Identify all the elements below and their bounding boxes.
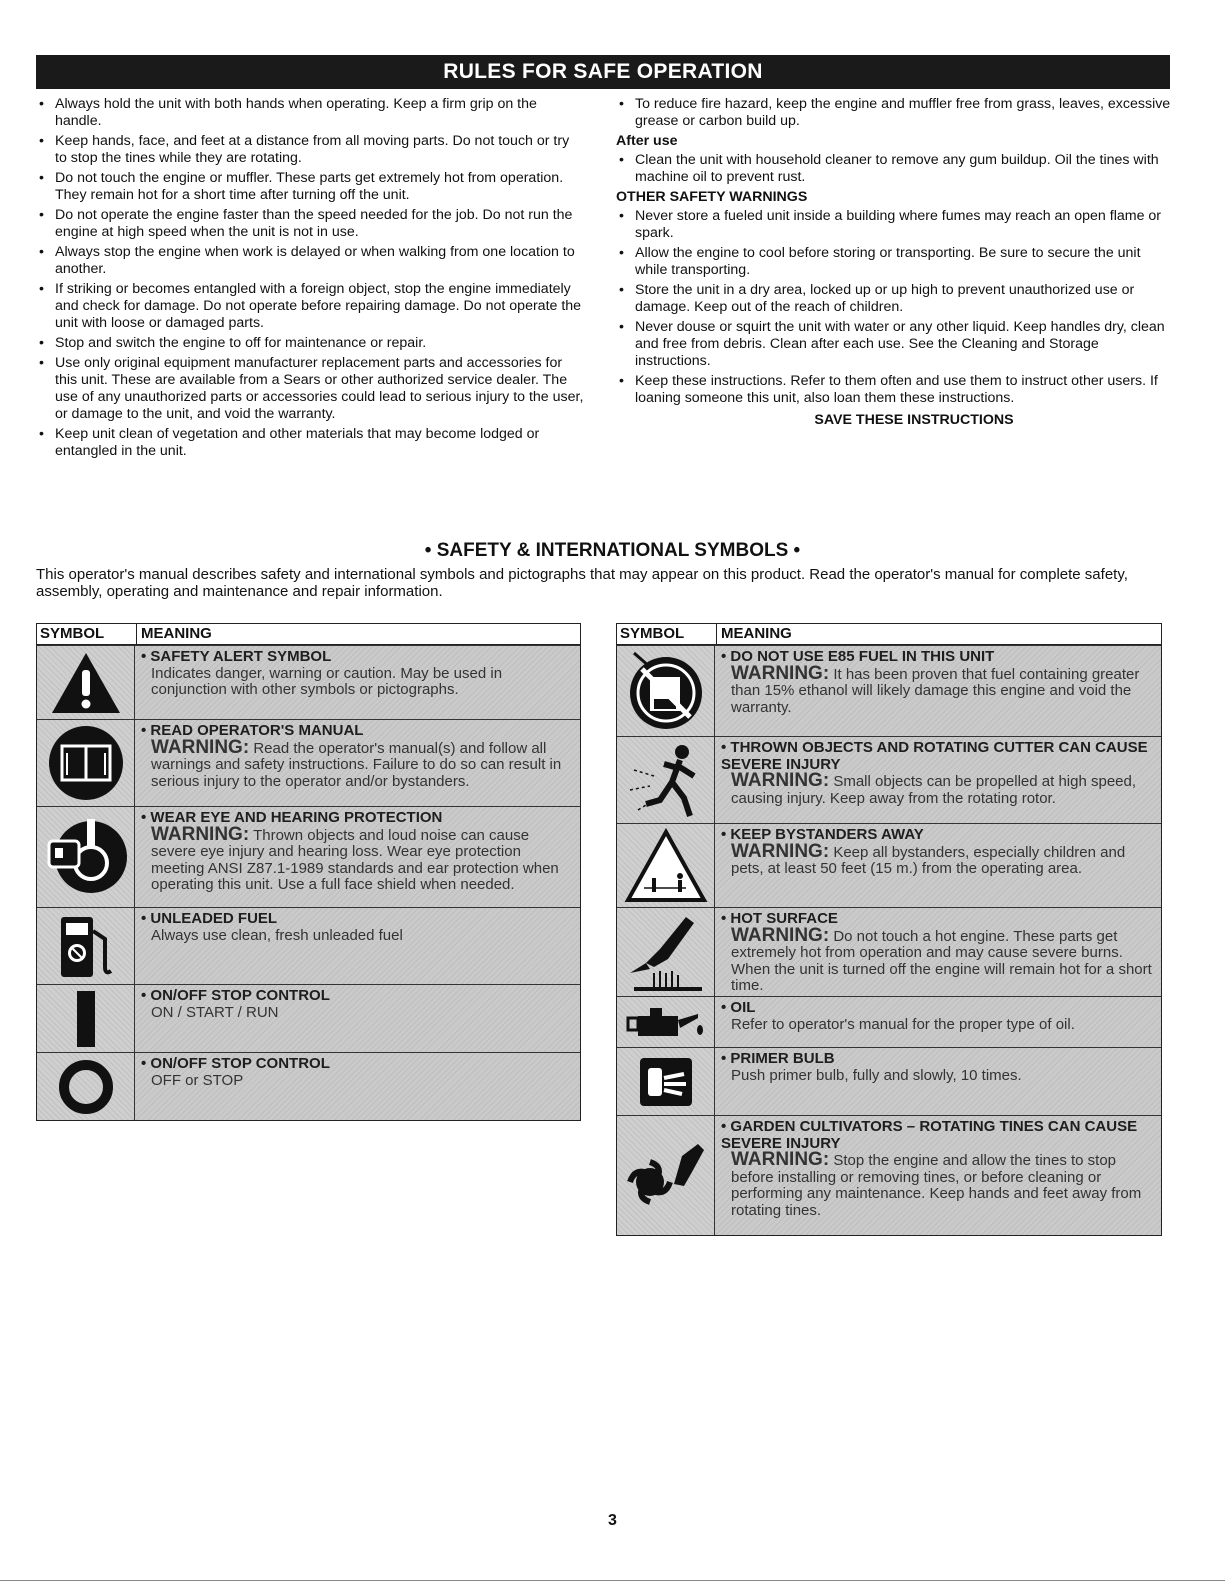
symbol-text: Stop the engine and allow the tines to stop before installing or removing tines, or before cleaning or performing any maintenance. Keep hands and feet away from rotating tines.	[731, 1152, 1142, 1219]
symbol-meaning	[715, 908, 1161, 996]
symbol-text: ON / START / RUN	[151, 1003, 279, 1021]
symbol-row	[617, 1115, 1161, 1235]
hot-surface-icon	[617, 908, 715, 996]
symbol-description	[141, 1073, 574, 1090]
symbol-meaning	[135, 720, 580, 806]
symbol-meaning	[715, 737, 1161, 823]
list-item: • To reduce fire hazard, keep the engine and muffler free from grass, leaves, excessive grease or carbon build up.	[616, 96, 1172, 130]
symbol-header: SYMBOL	[37, 624, 137, 644]
symbol-text: Indicates danger, warning or caution. May be used in conjunction with other symbols or pictographs.	[151, 664, 503, 698]
symbol-text: OFF or STOP	[151, 1071, 244, 1089]
list-item: • Do not operate the engine faster than the speed needed for the job. Do not run the engine at high speed when the unit is not in use.	[36, 207, 584, 241]
bystanders-away-icon	[617, 824, 715, 907]
symbol-title: • OIL	[721, 1000, 1155, 1017]
list-item: • Always stop the engine when work is delayed or when walking from one location to another.	[36, 244, 584, 278]
table-header	[617, 624, 1161, 645]
off-switch-icon	[37, 1053, 135, 1120]
symbol-title: • HOT SURFACE	[721, 911, 1155, 928]
symbol-text: Read the operator's manual(s) and follow all warnings and safety instructions. Failure to do so can result in serious injury to the operator and/or bystanders.	[151, 739, 562, 790]
other-warnings-heading: OTHER SAFETY WARNINGS	[616, 189, 808, 205]
symbol-meaning	[715, 1116, 1161, 1235]
symbol-row	[617, 996, 1161, 1047]
symbol-description	[721, 1017, 1155, 1034]
symbol-meaning	[135, 807, 580, 907]
rules-right-column	[616, 96, 1172, 429]
symbol-title: • THROWN OBJECTS AND ROTATING CUTTER CAN CAUSE SEVERE INJURY	[721, 740, 1155, 773]
list-item: • Store the unit in a dry area, locked up or up high to prevent unauthorized use or damage. Keep out of the reach of children.	[616, 282, 1172, 316]
symbol-text: Do not touch a hot engine. These parts get extremely hot from operation and may cause severe burns. When the unit is turned off the engine will remain hot for a short time.	[731, 927, 1152, 994]
symbol-description	[721, 662, 1155, 717]
symbol-description	[141, 736, 574, 791]
alert-triangle-icon	[37, 646, 135, 719]
warning-label: WARNING:	[731, 770, 830, 791]
oil-can-icon	[617, 997, 715, 1047]
list-item: • Do not touch the engine or muffler. These parts get extremely hot from operation. They remain hot for a short time after turning off the unit.	[36, 170, 584, 204]
symbol-text: Thrown objects and loud noise can cause severe eye injury and hearing loss. Wear eye protection meeting ANSI Z87.1-1989 standards and ear protection when operating this unit. Use a full face shield when needed.	[151, 826, 559, 893]
warning-label: WARNING:	[731, 662, 830, 684]
symbol-description	[141, 928, 574, 945]
symbol-description	[141, 1005, 574, 1022]
symbol-row	[37, 984, 580, 1052]
symbol-text: Push primer bulb, fully and slowly, 10 times.	[731, 1066, 1022, 1084]
symbol-title: • ON/OFF STOP CONTROL	[141, 988, 574, 1005]
page-number: 3	[608, 1512, 617, 1529]
list-item: • Clean the unit with household cleaner to remove any gum buildup. Oil the tines with machine oil to prevent rust.	[616, 152, 1172, 186]
list-item: • Use only original equipment manufacturer replacement parts and accessories for this unit. These are available from a Sears or other authorized service dealer. The use of any unauthorized parts or accessories could lead to serious injury to the user, or damage to the unit, and void the warranty.	[36, 355, 584, 423]
symbol-meaning	[135, 646, 580, 719]
meaning-header: MEANING	[721, 625, 792, 642]
symbol-description	[721, 1068, 1155, 1085]
symbol-meaning	[135, 985, 580, 1052]
symbol-row	[37, 719, 580, 806]
list-item: • If striking or becomes entangled with a foreign object, stop the engine immediately and check for damage. Do not operate before repairing damage. Do not operate the unit with loose or damaged parts.	[36, 281, 584, 332]
symbol-description	[721, 770, 1155, 807]
list-item: • Allow the engine to cool before storing or transporting. Be sure to secure the unit while transporting.	[616, 245, 1172, 279]
symbol-text: Refer to operator's manual for the proper type of oil.	[731, 1015, 1075, 1033]
symbol-meaning	[715, 824, 1161, 907]
rules-list-left	[36, 96, 584, 460]
warning-label: WARNING:	[731, 840, 830, 862]
symbol-title: • KEEP BYSTANDERS AWAY	[721, 827, 1155, 844]
no-e85-fuel-icon	[617, 646, 715, 736]
section-banner: RULES FOR SAFE OPERATION	[36, 55, 1170, 89]
meaning-header: MEANING	[141, 625, 212, 642]
table-header	[37, 624, 580, 645]
symbol-row	[617, 645, 1161, 736]
symbol-row	[617, 907, 1161, 996]
thrown-objects-icon	[617, 737, 715, 823]
list-item: • Keep hands, face, and feet at a distance from all moving parts. Do not touch or try to stop the tines while they are rotating.	[36, 133, 584, 167]
symbol-text: Small objects can be propelled at high speed, causing injury. Keep away from the rotating rotor.	[731, 773, 1137, 807]
primer-bulb-icon	[617, 1048, 715, 1115]
symbol-row	[37, 907, 580, 984]
symbol-description	[721, 840, 1155, 878]
symbol-row	[617, 736, 1161, 823]
symbol-row	[37, 1052, 580, 1120]
symbol-meaning	[135, 1053, 580, 1120]
list-item: • Always hold the unit with both hands when operating. Keep a firm grip on the handle.	[36, 96, 584, 130]
symbol-title: • UNLEADED FUEL	[141, 911, 574, 928]
list-item: • Never douse or squirt the unit with water or any other liquid. Keep handles dry, clean and free from debris. Clean after each use. See the Cleaning and Storage instructions.	[616, 319, 1172, 370]
symbol-title: • WEAR EYE AND HEARING PROTECTION	[141, 810, 574, 827]
symbol-row	[617, 1047, 1161, 1115]
symbols-intro: This operator's manual describes safety and international symbols and pictographs that may appear on this product. Read the operator's manual for complete safety, assembly, operating and maintenance and repair information.	[36, 566, 1128, 600]
symbol-title: • GARDEN CULTIVATORS – ROTATING TINES CAN CAUSE SEVERE INJURY	[721, 1119, 1155, 1152]
rules-left-column	[36, 96, 584, 463]
list-item: • Keep these instructions. Refer to them often and use them to instruct other users. If loaning someone this unit, also loan them these instructions.	[616, 373, 1172, 407]
symbol-text: It has been proven that fuel containing greater than 15% ethanol will likely damage this engine and void the warranty.	[731, 665, 1140, 716]
warning-label: WARNING:	[151, 736, 250, 758]
other-warnings-list	[616, 208, 1172, 407]
symbols-table-left	[36, 623, 581, 1121]
list-item: • Never store a fueled unit inside a building where fumes may reach an open flame or spark.	[616, 208, 1172, 242]
warning-label: WARNING:	[731, 1149, 830, 1170]
eye-ear-protection-icon	[37, 807, 135, 907]
after-use-heading: After use	[616, 133, 678, 149]
symbol-description	[721, 924, 1155, 995]
symbol-title: • SAFETY ALERT SYMBOL	[141, 649, 574, 666]
fuel-pump-icon	[37, 908, 135, 984]
symbol-meaning	[715, 1048, 1161, 1115]
symbol-text: Keep all bystanders, especially children and pets, at least 50 feet (15 m.) from the operating area.	[731, 843, 1126, 877]
symbol-header: SYMBOL	[617, 624, 717, 644]
symbol-description	[721, 1149, 1155, 1219]
symbol-text: Always use clean, fresh unleaded fuel	[151, 926, 403, 944]
symbol-meaning	[135, 908, 580, 984]
symbol-description	[141, 823, 574, 894]
symbol-description	[141, 666, 574, 699]
symbol-title: • DO NOT USE E85 FUEL IN THIS UNIT	[721, 649, 1155, 666]
rules-list-right	[616, 96, 1172, 130]
symbol-meaning	[715, 646, 1161, 736]
after-use-list	[616, 152, 1172, 186]
symbol-row	[37, 645, 580, 719]
symbol-meaning	[715, 997, 1161, 1047]
save-instructions: SAVE THESE INSTRUCTIONS	[814, 412, 1014, 428]
warning-label: WARNING:	[151, 823, 250, 845]
symbol-title: • READ OPERATOR'S MANUAL	[141, 723, 574, 740]
symbol-row	[37, 806, 580, 907]
list-item: • Stop and switch the engine to off for maintenance or repair.	[36, 335, 584, 352]
warning-label: WARNING:	[731, 924, 830, 946]
rotating-tines-icon	[617, 1116, 715, 1235]
symbol-row	[617, 823, 1161, 907]
symbol-title: • ON/OFF STOP CONTROL	[141, 1056, 574, 1073]
symbol-title: • PRIMER BULB	[721, 1051, 1155, 1068]
bottom-rule	[0, 1580, 1225, 1581]
symbols-table-right	[616, 623, 1162, 1236]
symbols-title: • SAFETY & INTERNATIONAL SYMBOLS •	[424, 540, 801, 561]
manual-book-icon	[37, 720, 135, 806]
list-item: • Keep unit clean of vegetation and other materials that may become lodged or entangled in the unit.	[36, 426, 584, 460]
on-switch-icon	[37, 985, 135, 1052]
